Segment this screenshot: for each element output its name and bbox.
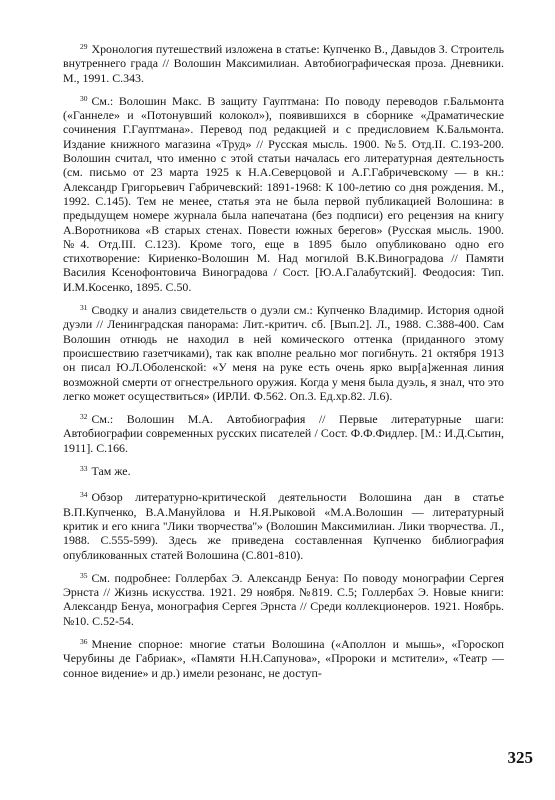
footnote-text: Там же.	[91, 464, 131, 479]
page-number: 325	[507, 748, 533, 767]
footnote-text: Хронология путешествий изложена в статье: Купченко В., Давыдов З. Строитель внутреннего града // Волошин Максимилиан. Автобиографическая проза. Дневники. М., 1991. С.343.	[63, 42, 504, 85]
footnote-number: 33	[80, 464, 88, 474]
footnote-text: Сводку и анализ свидетельств о дуэли см.: Купченко Владимир. История одной дуэли // Ленинградская панорама: Лит.-критич. сб. [Вып.2]. Л., 1988. С.388-400. Сам Волошин отнюдь не находил в ней комического оттенка (приданного этому происшествию газетчиками), так как вполне реально мог погибнуть. 21 октября 1913 он писал Ю.Л.Оболенской: «У меня на руке есть очень ярко выр[а]женная линия возможной смерти от огнестрельного оружия. Когда у меня была дуэль, я знал, что это легко может осуществиться» (ИРЛИ. Ф.562. Оп.3. Ед.хр.82. Л.6).	[63, 303, 504, 403]
footnote-text: См.: Волошин Макс. В защиту Гауптмана: По поводу переводов г.Бальмонта («Ганнеле» и «Потонувший колокол»), появившихся в сборнике «Драматические сочинения Г.Гауптмана». Перевод под редакцией и с предисловием К.Бальмонта. Издание книжного магазина «Труд» // Русская мысль. 1900. №5. Отд.II. С.193-200. Волошин считал, что именно с этой статьи началась его литературная деятельность (см. письмо от 23 марта 1925 к Н.А.Северцовой и А.Г.Габричевскому — в кн.: Александр Григорьевич Габричевский: 1891-1968: К 100-летию со дня рождения. М., 1992. С.145). Тем не менее, статья эта не была первой публикацией Волошина: в предыдущем номере журнала была напечатана (без подписи) его рецензия на книгу А.Воротникова «В старых стенах. Повести южных берегов» (Русская мысль. 1900. №4. Отд.III. С.123). Кроме того, еще в 1895 было опубликовано одно его стихотворение: Кириенко-Волошин М. Над могилой В.К.Виноградова // Памяти Василия Ксенофонтовича Виноградова / Сост. [Ю.А.Галабутский]. Феодосия: Тип. И.М.Косенко, 1895. С.50.	[63, 93, 504, 294]
footnote-text: См.: Волошин М.А. Автобиография // Первые литературные шаги: Автобиографии современных русских писателей / Сост. Ф.Ф.Фидлер. [М.: И.Д.Сытин, 1911]. С.166.	[63, 412, 504, 455]
footnote-34	[63, 490, 504, 561]
footnote-number: 32	[80, 412, 88, 422]
footnote-35	[63, 571, 504, 628]
footnote-text: Мнение спорное: многие статьи Волошина («Аполлон и мышь», «Гороскоп Черубины де Габриак», «Памяти Н.Н.Сапунова», «Пророки и мстители», «Театр — сонное видение» и др.) имели резонанс, не доступ-	[63, 636, 504, 680]
footnote-30	[63, 94, 504, 294]
footnote-number: 31	[80, 303, 88, 313]
footnote-36	[63, 637, 504, 680]
footnote-number: 35	[80, 570, 88, 580]
footnote-33	[63, 464, 504, 478]
footnote-number: 34	[80, 490, 88, 500]
footnote-text: Обзор литературно-критической деятельности Волошина дан в статье В.П.Купченко, В.А.Мануйлова и Н.Я.Рыковой «М.А.Волошин — литературный критик и его книга ''Лики творчества''» (Волошин Максимилиан. Лики творчества. Л., 1988. С.555-599). Здесь же приведена составленная Купченко библиография опубликованных статей Волошина (С.801-810).	[63, 490, 504, 562]
footnote-31	[63, 303, 504, 403]
footnote-32	[63, 412, 504, 455]
footnote-number: 29	[80, 42, 88, 51]
footnote-text: См. подробнее: Голлербах Э. Александр Бенуа: По поводу монографии Сергея Эрнста // Жизнь искусства. 1921. 29 ноября. №819. С.5; Голлербах Э. Новые книги: Александр Бенуа, монография Сергея Эрнста // Среди коллекционеров. 1921. Ноябрь. №10. С.52-54.	[63, 570, 504, 628]
footnotes-block	[63, 42, 504, 689]
footnote-29	[63, 42, 504, 85]
footnote-number: 36	[80, 636, 88, 646]
footnote-number: 30	[80, 93, 88, 103]
